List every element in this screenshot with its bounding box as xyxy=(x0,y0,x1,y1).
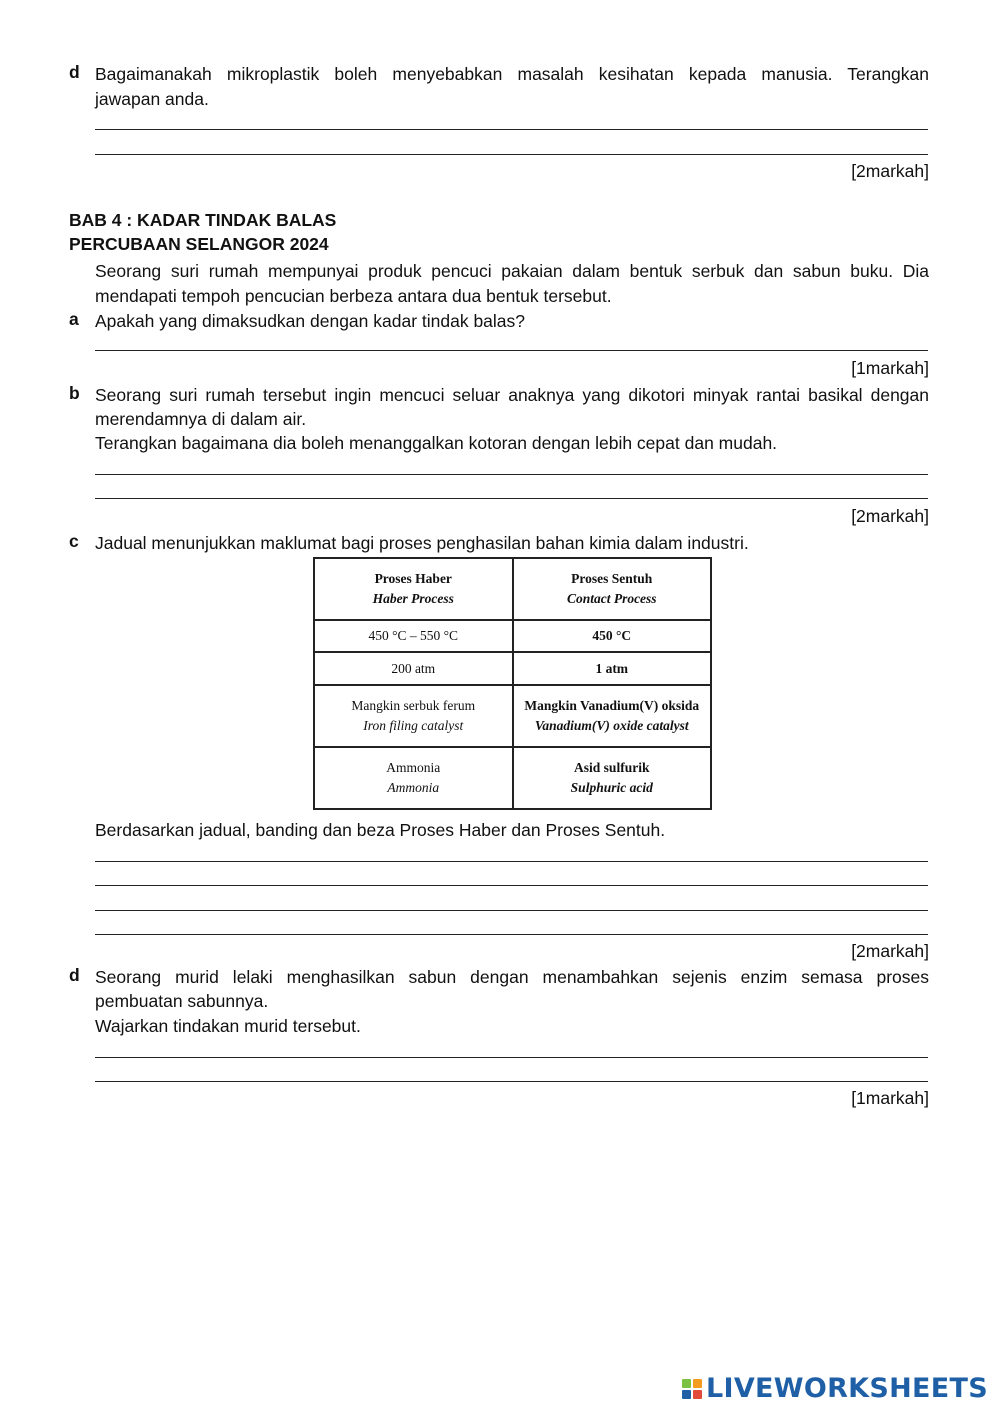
answer-line[interactable] xyxy=(95,350,928,351)
answer-line[interactable] xyxy=(95,910,928,911)
question-d-line-2: pembuatan sabunnya. xyxy=(95,991,269,1011)
answer-line[interactable] xyxy=(95,1057,928,1058)
logo-square xyxy=(682,1379,691,1388)
question-d-line-1: Seorang murid lelaki menghasilkan sabun dengan menambahkan sejenis enzim semasa proses xyxy=(95,967,929,987)
logo-square xyxy=(693,1390,702,1399)
brand-name: LIVEWORKSHEETS xyxy=(705,1373,988,1404)
question-d-prev-label: d xyxy=(69,62,80,82)
table-cell: 450 °C – 550 °C xyxy=(314,620,513,652)
catalyst-ms: Mangkin Vanadium(V) oksida xyxy=(524,697,700,713)
catalyst-en: Vanadium(V) oxide catalyst xyxy=(534,717,689,733)
header-ms: Proses Haber xyxy=(374,571,452,586)
table-cell xyxy=(513,747,712,809)
process-comparison-table xyxy=(313,557,712,810)
header-en: Haber Process xyxy=(372,591,454,606)
table-row xyxy=(314,558,711,620)
table-row xyxy=(314,620,711,652)
marks-label: [1markah] xyxy=(851,1088,929,1108)
question-a-text: Apakah yang dimaksudkan dengan kadar tindak balas? xyxy=(95,311,526,331)
question-c-label: c xyxy=(69,531,79,551)
table-cell xyxy=(513,685,712,747)
answer-line[interactable] xyxy=(95,498,928,499)
catalyst-ms: Mangkin serbuk ferum xyxy=(351,697,476,713)
marks-label: [1markah] xyxy=(851,358,929,378)
section-subtitle: PERCUBAAN SELANGOR 2024 xyxy=(69,234,329,254)
question-b-label: b xyxy=(69,383,80,403)
answer-line[interactable] xyxy=(95,934,928,935)
question-d-label: d xyxy=(69,965,80,985)
answer-line[interactable] xyxy=(95,129,928,130)
product-ms: Asid sulfurik xyxy=(574,759,650,775)
header-ms: Proses Sentuh xyxy=(571,571,653,586)
logo-grid-icon xyxy=(682,1379,702,1399)
table-cell: 1 atm xyxy=(513,652,712,684)
question-c-text: Jadual menunjukkan maklumat bagi proses penghasilan bahan kimia dalam industri. xyxy=(95,533,749,553)
table-header-contact xyxy=(513,558,712,620)
header-en: Contact Process xyxy=(566,591,657,606)
answer-line[interactable] xyxy=(95,154,928,155)
product-en: Sulphuric acid xyxy=(570,779,653,795)
answer-line[interactable] xyxy=(95,861,928,862)
table-header-haber xyxy=(314,558,513,620)
question-b-line-1: Seorang suri rumah tersebut ingin mencuci seluar anaknya yang dikotori minyak rantai basikal dengan xyxy=(95,385,929,405)
logo-square xyxy=(682,1390,691,1399)
intro-line-2: mendapati tempoh pencucian berbeza antara dua bentuk tersebut. xyxy=(95,286,612,306)
question-c-instruction: Berdasarkan jadual, banding dan beza Proses Haber dan Proses Sentuh. xyxy=(95,820,666,840)
answer-line[interactable] xyxy=(95,1081,928,1082)
product-en: Ammonia xyxy=(387,779,440,795)
table-row xyxy=(314,747,711,809)
liveworksheets-logo[interactable] xyxy=(682,1373,988,1404)
question-b-line-2: merendamnya di dalam air. xyxy=(95,409,307,429)
question-d-line-3: Wajarkan tindakan murid tersebut. xyxy=(95,1016,361,1036)
marks-label: [2markah] xyxy=(851,506,929,526)
question-d-prev-text: Bagaimanakah mikroplastik boleh menyebabkan masalah kesihatan kepada manusia. Terangkan xyxy=(95,64,929,84)
answer-line[interactable] xyxy=(95,885,928,886)
section-title: BAB 4 : KADAR TINDAK BALAS xyxy=(69,210,337,230)
product-ms: Ammonia xyxy=(386,759,441,775)
marks-label: [2markah] xyxy=(851,161,929,181)
table-row xyxy=(314,685,711,747)
answer-line[interactable] xyxy=(95,474,928,475)
table-cell xyxy=(314,685,513,747)
table-cell: 450 °C xyxy=(513,620,712,652)
catalyst-en: Iron filing catalyst xyxy=(363,717,464,733)
table-cell xyxy=(314,747,513,809)
table-cell: 200 atm xyxy=(314,652,513,684)
marks-label: [2markah] xyxy=(851,941,929,961)
question-a-label: a xyxy=(69,309,79,329)
table-row xyxy=(314,652,711,684)
question-b-line-3: Terangkan bagaimana dia boleh menanggalkan kotoran dengan lebih cepat dan mudah. xyxy=(95,433,778,453)
question-d-prev-text-line2: jawapan anda. xyxy=(95,89,209,109)
intro-line-1: Seorang suri rumah mempunyai produk pencuci pakaian dalam bentuk serbuk dan sabun buku. Dia xyxy=(95,261,929,281)
logo-square xyxy=(693,1379,702,1388)
